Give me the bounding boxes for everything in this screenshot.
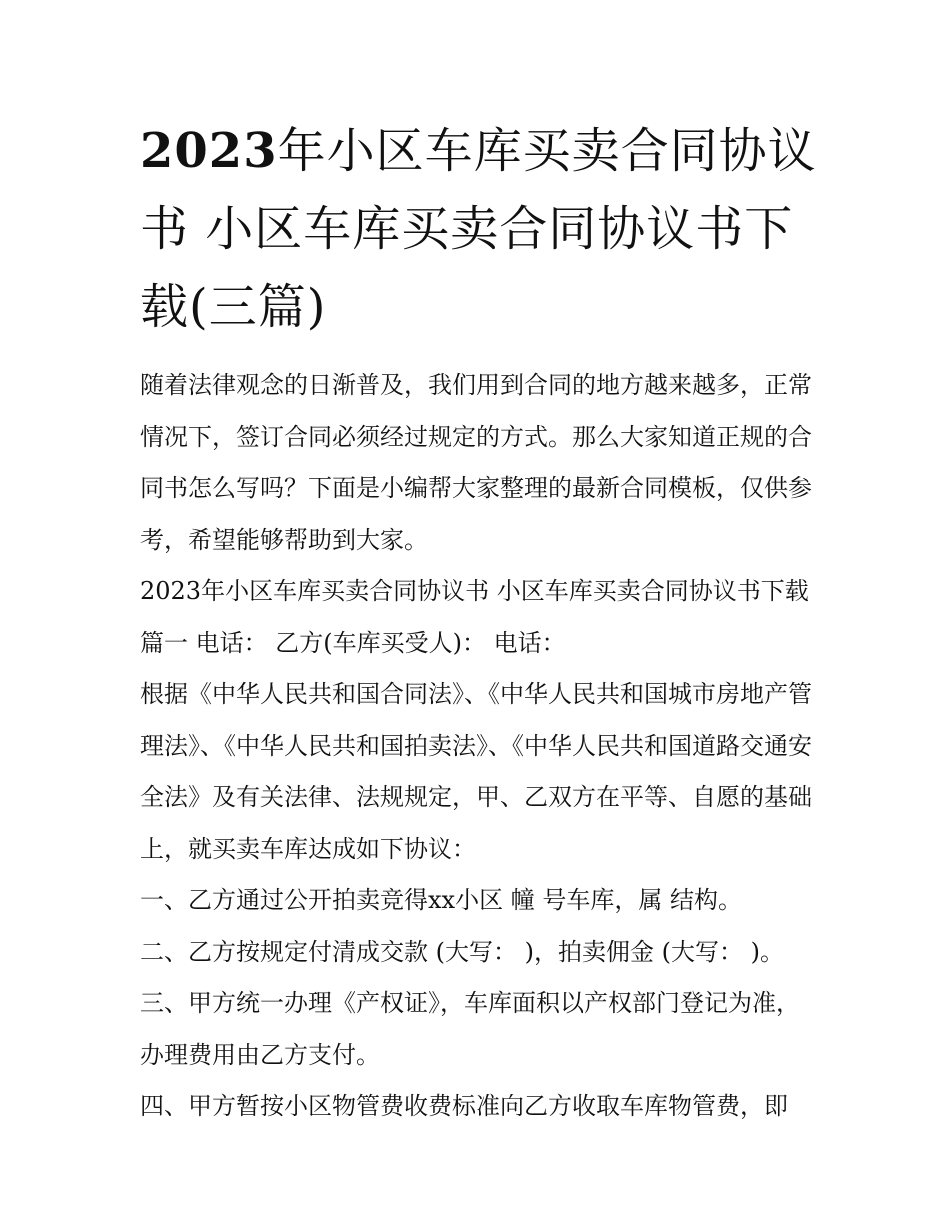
- clause-2: 二、乙方按规定付清成交款 (大写： )，拍卖佣金 (大写： )。: [140, 937, 784, 966]
- clause-4: 四、甲方暂按小区物管费收费标准向乙方收取车库物管费，即: [140, 1092, 788, 1120]
- section-heading-paragraph: 2023年小区车库买卖合同协议书 小区车库买卖合同协议书下载篇一 电话： 乙方(车库买受人)： 电话：: [140, 577, 809, 657]
- legal-basis-paragraph: 根据《中华人民共和国合同法》、《中华人民共和国城市房地产管理法》、《中华人民共和国拍卖法》、《中华人民共和国道路交通安全法》及有关法律、法规规定，甲、乙双方在平等、自愿的基础上，就买卖车库达成如下协议：: [140, 680, 812, 863]
- title-text: 年小区车库买卖合同协议书 小区车库买卖合同协议书下载(三篇): [140, 123, 817, 335]
- document-body: [140, 360, 820, 1133]
- document-title: [140, 112, 820, 346]
- clause-1: 一、乙方通过公开拍卖竞得xx小区 幢 号车库，属 结构。: [140, 886, 742, 914]
- intro-paragraph: 随着法律观念的日渐普及，我们用到合同的地方越来越多，正常情况下，签订合同必须经过规定的方式。那么大家知道正规的合同书怎么写吗？下面是小编帮大家整理的最新合同模板，仅供参考，希望能够帮助到大家。: [140, 371, 812, 554]
- title-year: 2023: [140, 123, 278, 179]
- clause-3: 三、甲方统一办理《产权证》，车库面积以产权部门登记为准，办理费用由乙方支付。: [140, 989, 800, 1069]
- document-page: [140, 112, 820, 1133]
